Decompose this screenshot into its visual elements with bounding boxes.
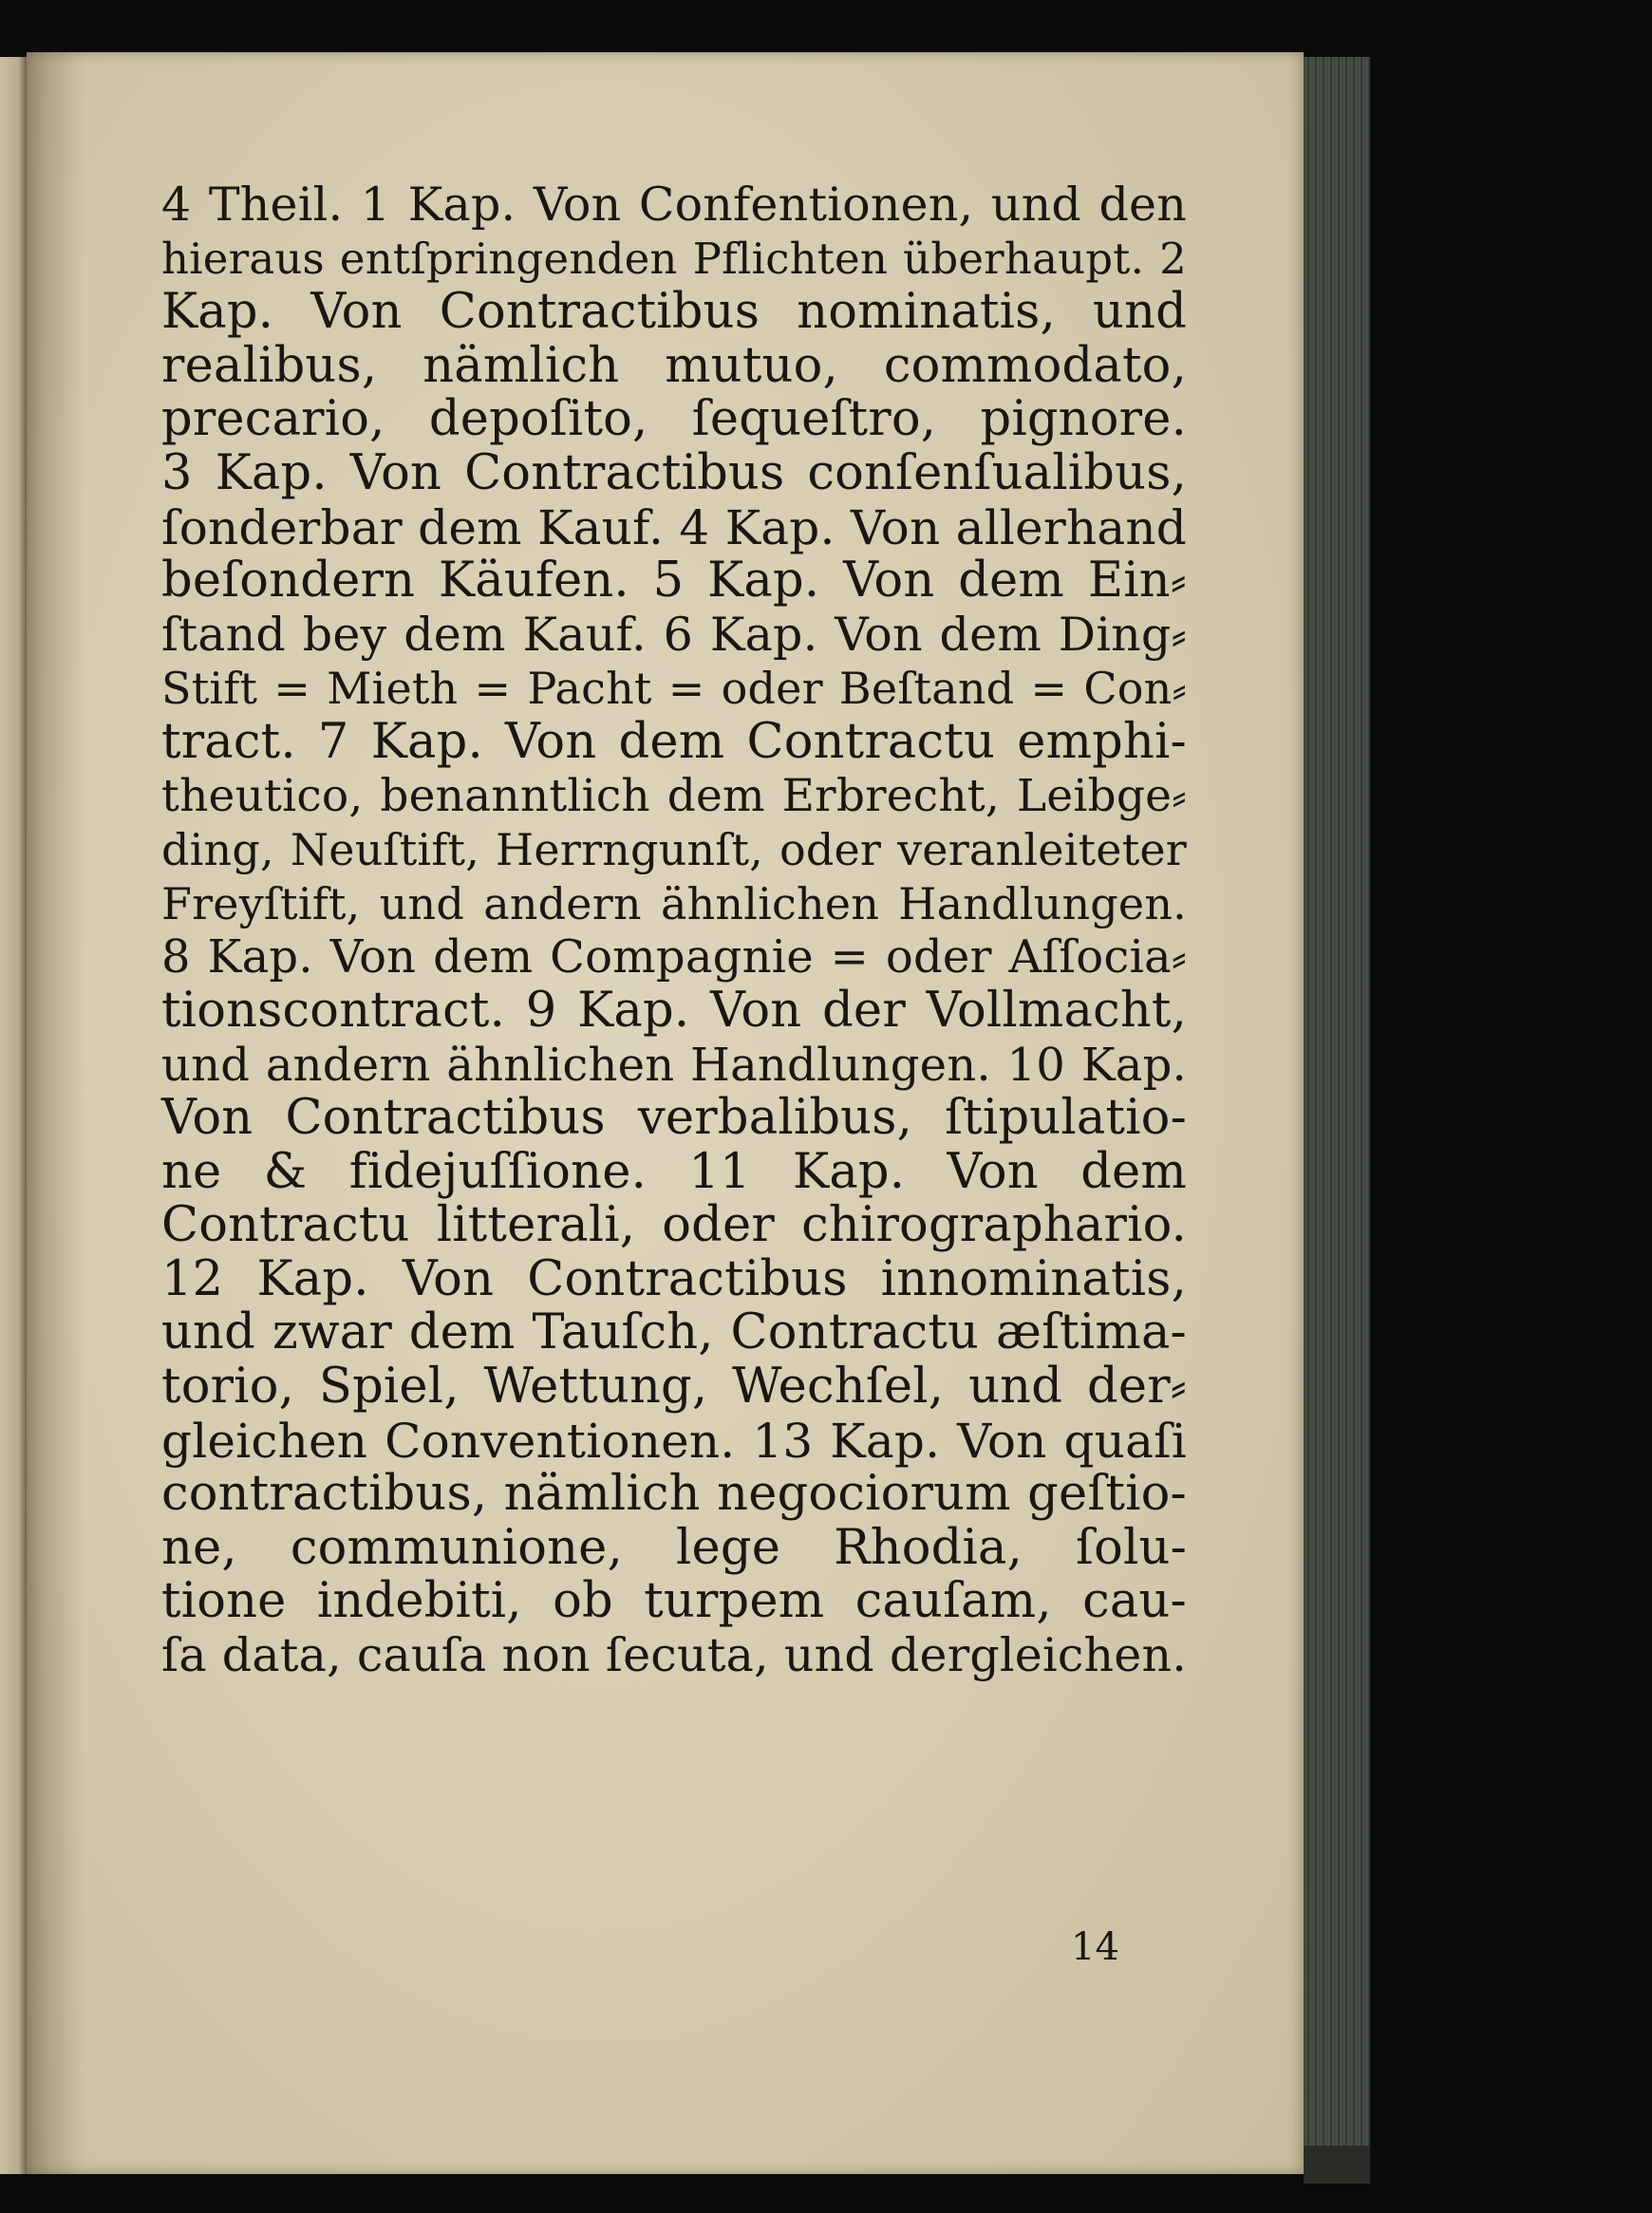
- text-line: ſtand bey dem Kauf. 6 Kap. Von dem Ding⸗: [161, 607, 1187, 662]
- text-line: tract. 7 Kap. Von dem Contractu emphi-: [161, 713, 1187, 770]
- text-line: torio, Spiel, Wettung, Wechſel, und der⸗: [161, 1359, 1187, 1416]
- text-line: ding, Neuſtift, Herrngunſt, oder veranleiteter: [161, 824, 1187, 876]
- text-line: ne, communione, lege Rhodia, ſolu-: [161, 1519, 1187, 1576]
- text-line: Von Contractibus verbalibus, ſtipulatio-: [161, 1090, 1187, 1147]
- text-line: 12 Kap. Von Contractibus innominatis,: [161, 1250, 1187, 1307]
- gutter-shadow: [27, 52, 84, 2174]
- text-line: tione indebiti, ob turpem cauſam, cau-: [161, 1573, 1187, 1630]
- text-line: contractibus, nämlich negociorum geſtio-: [161, 1466, 1187, 1523]
- text-line: realibus, nämlich mutuo, commodato,: [161, 337, 1187, 394]
- text-line: Stift = Mieth = Pacht = oder Beſtand = Con⸗: [161, 663, 1187, 715]
- text-line: 3 Kap. Von Contractibus conſenſualibus,: [161, 444, 1187, 501]
- text-line: beſondern Käufen. 5 Kap. Von dem Ein⸗: [161, 553, 1187, 610]
- text-line: Freyſtift, und andern ähnlichen Handlungen.: [161, 877, 1187, 929]
- text-line: precario, depoſito, ſequeſtro, pignore.: [161, 391, 1187, 448]
- text-line: 8 Kap. Von dem Compagnie = oder Aſſocia⸗: [161, 930, 1187, 985]
- book-cover-edge: [1304, 2146, 1370, 2184]
- text-line: Kap. Von Contractibus nominatis, und: [161, 284, 1187, 341]
- text-line: ſonderbar dem Kauf. 4 Kap. Von allerhand: [161, 499, 1187, 555]
- text-line: ne & fidejuſſione. 11 Kap. Von dem: [161, 1143, 1187, 1200]
- text-line: 4 Theil. 1 Kap. Von Confentionen, und den: [161, 178, 1187, 232]
- page-edge-stack: [1304, 57, 1370, 2160]
- text-line: Contractu litterali, oder chirographario.: [161, 1197, 1187, 1254]
- text-line: ſa data, cauſa non ſecuta, und dergleichen.: [161, 1628, 1187, 1683]
- catchword: 14: [1071, 1925, 1119, 1969]
- facing-page-edge: [0, 57, 27, 2174]
- page-text: [161, 178, 1187, 1683]
- text-line: und andern ähnlichen Handlungen. 10 Kap.: [161, 1038, 1187, 1092]
- text-line: hieraus entſpringenden Pflichten überhaupt. 2: [161, 233, 1187, 284]
- text-line: und zwar dem Tauſch, Contractu æſtima-: [161, 1304, 1187, 1361]
- text-line: theutico, benanntlich dem Erbrecht, Leibge⸗: [161, 769, 1187, 822]
- text-line: tionscontract. 9 Kap. Von der Vollmacht,: [161, 982, 1187, 1039]
- text-line: gleichen Conventionen. 13 Kap. Von quaſi: [161, 1413, 1187, 1469]
